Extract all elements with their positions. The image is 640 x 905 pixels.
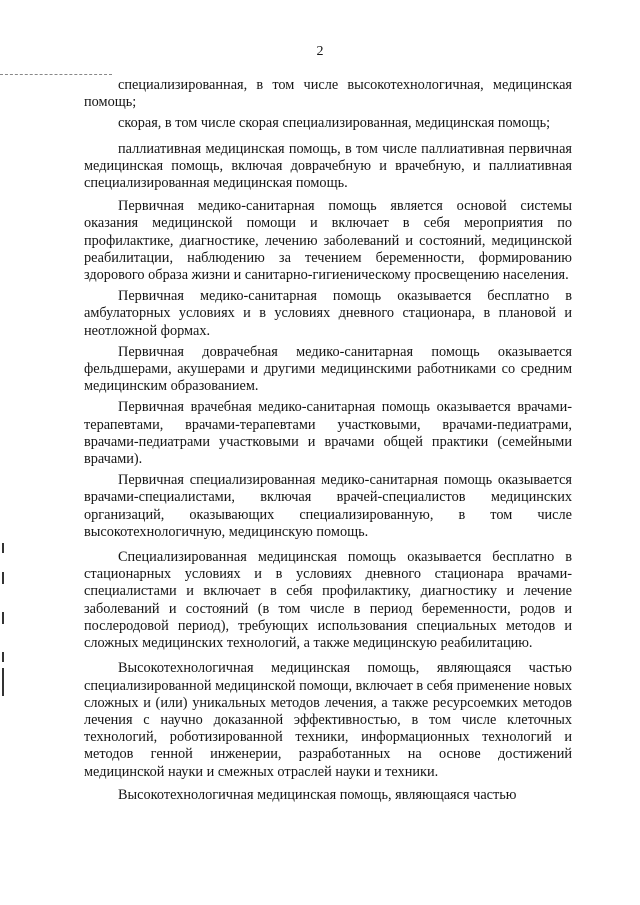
paragraph: Первичная медико-санитарная помощь является основой системы оказания медицинской помощи и включает в себя мероприятия по профилактике, диагностике, лечению заболеваний и состояний, медицинской реабилитации, наблюдению за течением беременности, формированию здорового образа жизни и санитарно-гигиеническому просвещению населения. (84, 198, 572, 284)
paragraph: специализированная, в том числе высокотехнологичная, медицинская помощь; (84, 77, 572, 111)
paragraph: Высокотехнологичная медицинская помощь, являющаяся частью специализированной медицинской помощи, включает в себя применение новых сложных и (или) уникальных методов лечения, а также ресурсоемких методов лечения с научно доказанной эффективностью, в том числе клеточных технологий, роботизированной техники, информационных технологий и методов генной инженерии, разработанных на основе достижений медицинской науки и смежных отраслей науки и техники. (84, 660, 572, 780)
margin-mark (2, 543, 4, 553)
margin-mark (2, 668, 4, 696)
paragraph: Первичная специализированная медико-санитарная помощь оказывается врачами-специалистами, включая врачей-специалистов медицинских организаций, оказывающих специализированную, в том числе высокотехнологичную, медицинскую помощь. (84, 472, 572, 540)
margin-mark (2, 652, 4, 662)
paragraph: паллиативная медицинская помощь, в том числе паллиативная первичная медицинская помощь, включая доврачебную и врачебную, и паллиативная специализированная медицинская помощь. (84, 140, 572, 192)
margin-mark (2, 572, 4, 584)
paragraph: Первичная врачебная медико-санитарная помощь оказывается врачами-терапевтами, врачами-терапевтами участковыми, врачами-педиатрами, врачами-педиатрами участковыми и врачами общей практики (семейными врачами). (84, 399, 572, 468)
page-number: 2 (316, 44, 324, 59)
paragraph: Высокотехнологичная медицинская помощь, являющаяся частью (118, 786, 517, 803)
paragraph: скорая, в том числе скорая специализированная, медицинская помощь; (118, 115, 551, 132)
paragraph: Специализированная медицинская помощь оказывается бесплатно в стационарных условиях и в условиях дневного стационара врачами-специалистами и включает в себя профилактику, диагностику и лечение заболеваний и состояний (в том числе в период беременности, родов и послеродовой период), требующих использования специальных методов и сложных медицинских технологий, а также медицинскую реабилитацию. (84, 549, 572, 652)
header-divider (0, 74, 112, 75)
paragraph: Первичная медико-санитарная помощь оказывается бесплатно в амбулаторных условиях и в условиях дневного стационара, в плановой и неотложной формах. (84, 288, 572, 339)
document-body (84, 77, 572, 808)
margin-mark (2, 612, 4, 624)
paragraph: Первичная доврачебная медико-санитарная помощь оказывается фельдшерами, акушерами и другими медицинскими работниками со средним медицинским образованием. (84, 343, 572, 395)
